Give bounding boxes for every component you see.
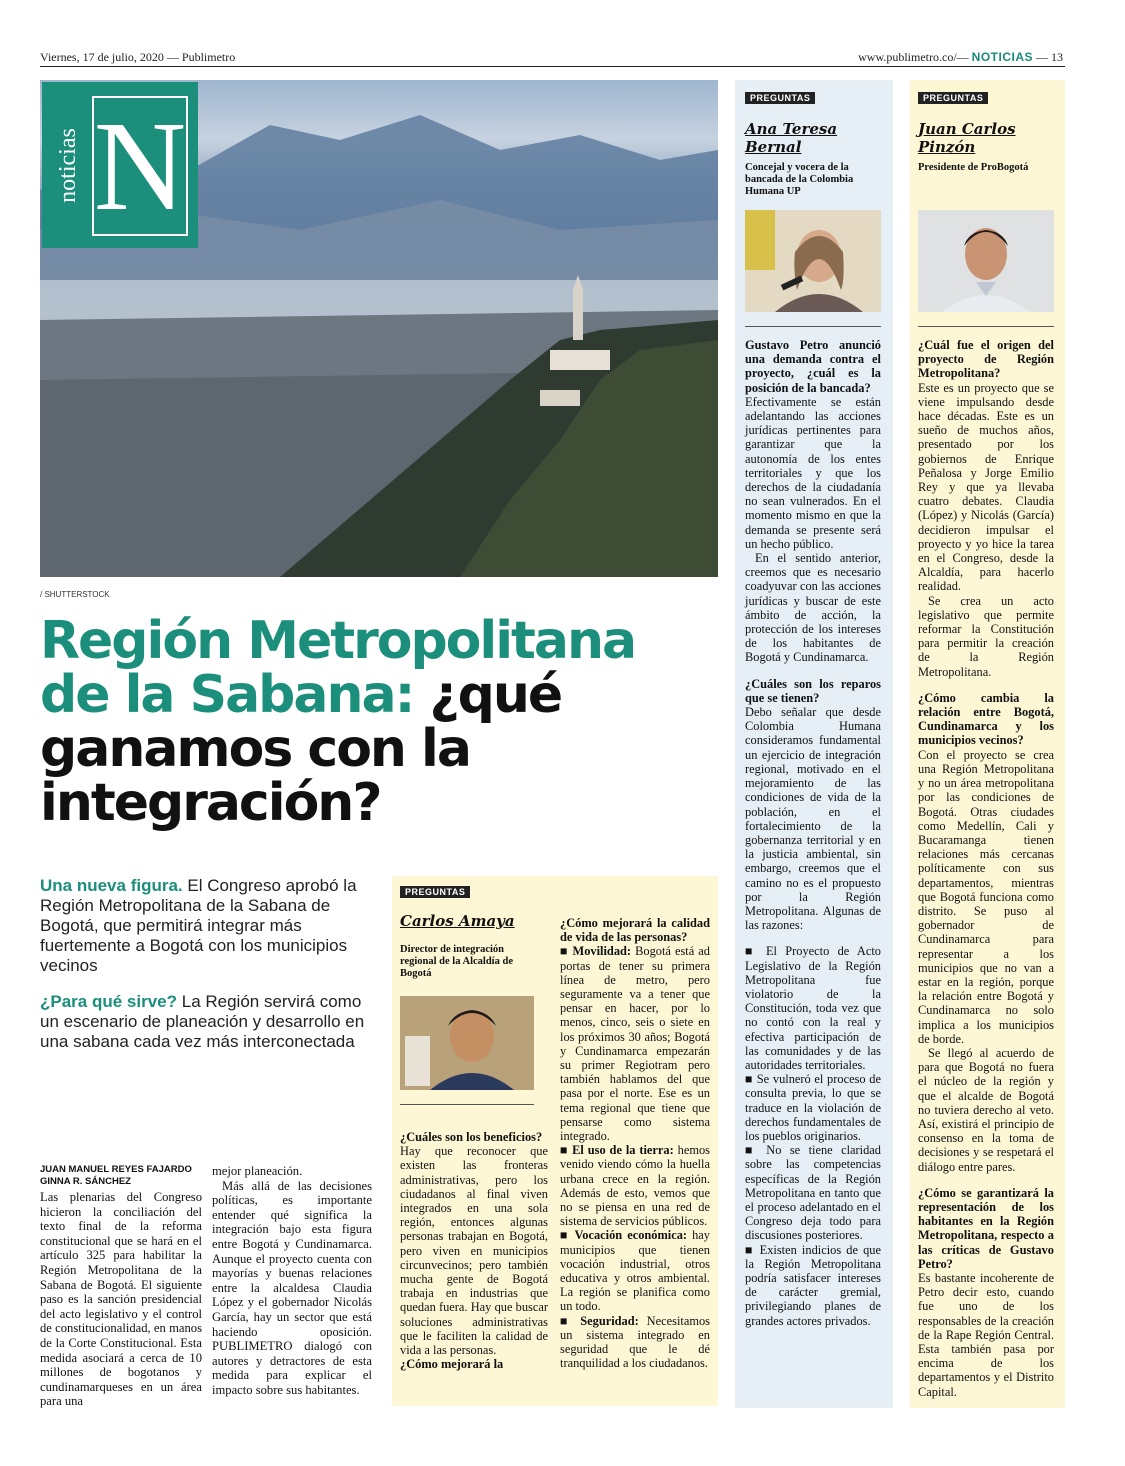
amaya-question-2: ¿Cómo mejorará la — [400, 1357, 504, 1372]
amaya-point-mobility: ■ Movilidad: Bogotá está ad portas de tener su primera línea de metro, pero seguramente va a tener que pensar en hacer, por lo menos, cinco, seis o siete en los próximos 30 años; Bogotá y Cundinamarca empezarán su primer Regiotram pero también hablamos del que pasa por el norte. Ese es un tema regional que tiene que pensarse como sistema integrado. — [560, 944, 710, 1144]
pinzon-question-2: ¿Cómo cambia la relación entre Bogotá, Cundinamarca y los municipios vecinos? — [918, 690, 1054, 748]
amaya-name: Carlos Amaya — [400, 912, 515, 930]
pinzon-name — [918, 120, 1016, 156]
headline-line-2 — [40, 665, 635, 725]
body-column-1: Las plenarias del Congreso hicieron la conciliación del texto final de la reforma constitucional que se hará en el artículo 325 para habilitar la Región Metropolitana de la Sabana de Bogotá. El siguiente paso es la sanción presidencial del acto legislativo y el control de constitucionalidad, en manos de la Corte Constitucional. Esta medida asociará a cerca de 10 millones de bogotanos y cundinamarqueses en un área para una — [40, 1190, 202, 1409]
pinzon-photo — [918, 210, 1054, 312]
pinzon-role: Presidente de ProBogotá — [918, 162, 1029, 173]
lead-paragraph-2 — [40, 992, 365, 1052]
bernal-point-1: ■ El Proyecto de Acto Legislativo de la Región Metropolitana fue violatorio de la Constitución, toda vez que no contó con la real y efectiva participación de las comunidades y de las autoridades territoriales. — [745, 944, 881, 1072]
headline-line-1: Región Metropolitana — [40, 611, 636, 671]
pinzon-answer-3: Es bastante incoherente de Petro decir esto, cuando fue uno de los responsables de la creación de la Rape Región Central. Esta también pasa por encima de los departamentos y el Distrito Capital. — [918, 1271, 1054, 1399]
byline-author-1: JUAN MANUEL REYES FAJARDO — [40, 1164, 192, 1175]
bernal-name — [745, 120, 837, 156]
amaya-point-land: ■ El uso de la tierra: hemos venido viendo cómo la huella urbana crece en la región. Además de esto, vemos que no se piensa en una red de sistema de servicios públicos. — [560, 1143, 710, 1229]
amaya-separator — [400, 1104, 534, 1105]
pinzon-text-column — [918, 338, 1054, 1399]
bernal-point-3-text: No se tiene claridad sobre las competencias específicas de la Región Metropolitana en tanto que el proceso adelantado en el Congreso deja todo para discusiones posteriores. — [745, 1143, 881, 1243]
amaya-point-land-label: El uso de la tierra: — [572, 1143, 674, 1158]
logo-letter: N — [93, 95, 187, 237]
pinzon-answer-1b: Se crea un acto legislativo que permite reformar la Constitución para permitir la creación de la Región Metropolitana. — [918, 593, 1054, 679]
pinzon-answer-2b: Se llegó al acuerdo de para que Bogotá no fuera el núcleo de la región y que el alcalde de Bogotá no tuviera derecho al veto. Así, existirá el principio de consenso en la toma de decisiones y se respetará el diálogo entre pares. — [918, 1045, 1054, 1174]
lead-paragraph-1 — [40, 876, 365, 976]
bernal-question-1: Gustavo Petro anunció una demanda contra el proyecto, ¿cuál es la posición de la bancada? — [745, 338, 881, 395]
headline-line-3: ganamos con la — [40, 719, 470, 779]
body-column-2-text: Más allá de las decisiones políticas, es importante entender qué significa la integración bajo esta figura entre Bogotá y Cundinamarca. Aunque el proyecto cuenta con mayorías y buenas relaciones entre la alcaldesa Claudia López y el gobernador Nicolás García, hay un sector que está haciendo oposición. PUBLIMETRO dialogó con autores y detractores de esta medida para explicar el impacto sobre sus habitantes. — [212, 1178, 372, 1397]
pinzon-portrait-illustration — [918, 210, 1054, 312]
section-name: NOTICIAS — [971, 50, 1033, 64]
headline-line-2-dark: ¿qué — [413, 665, 562, 725]
lead-2-text: La Región servirá como un escenario de planeación y desarrollo en una sabana cada vez más interconectada — [40, 992, 365, 1051]
amaya-point-land-text: hemos venido viendo cómo la huella urbana crece en la región. Además de esto, vemos que no se piensa en una red de sistema de servicios públicos. — [560, 1143, 710, 1229]
bernal-point-2: ■ Se vulneró el proceso de consulta previa, lo que se traduce en la violación de derechos fundamentales de los pueblos originarios. — [745, 1072, 881, 1143]
amaya-role: Director de integración regional de la Alcaldía de Bogotá — [400, 944, 513, 979]
bernal-role: Concejal y vocera de la bancada de la Colombia Humana UP — [745, 162, 854, 197]
bernal-answer-1: Efectivamente se están adelantando las acciones jurídicas pertinentes para garantizar que la autonomía de los entes territoriales y que los derechos de la ciudadanía no sean vulnerados. En el momento mismo en que la demanda se presente será un hecho público. — [745, 394, 881, 551]
bernal-point-3: ■ No se tiene claridad sobre las competencias específicas de la Región Metropolitana en tanto que el proceso adelantado en el Congreso deja todo para discusiones posteriores. — [745, 1143, 881, 1243]
amaya-column-1 — [400, 1130, 548, 1371]
headline-line-4: integración? — [40, 773, 381, 833]
pinzon-question-1: ¿Cuál fue el origen del proyecto de Región Metropolitana? — [918, 338, 1054, 381]
amaya-point-security: ■ Seguridad: Necesitamos un sistema integrado en seguridad que le dé tranquilidad a los ciudadanos. — [560, 1313, 710, 1371]
bernal-name-line-1: Ana Teresa — [745, 120, 838, 138]
page-number: — 13 — [1036, 50, 1063, 64]
headline — [40, 611, 636, 833]
bernal-answer-1b: En el sentido anterior, creemos que es necesario coadyuvar con las acciones jurídicas y buscar de este ámbito de acción, la protección de los intereses de los habitantes de Bogotá y Cundinamarca. — [745, 551, 881, 665]
amaya-column-2 — [560, 916, 710, 1371]
headline-line-2-teal: de la Sabana: — [40, 665, 414, 725]
photo-credit: / SHUTTERSTOCK — [40, 590, 110, 599]
amaya-portrait-illustration — [400, 996, 534, 1090]
bernal-name-line-2: Bernal — [745, 138, 802, 156]
logo-vertical-text: noticias — [54, 127, 81, 203]
amaya-point-economy: ■ Vocación económica: hay municipios que tienen vocación industrial, otros educativa y otros ambiental. La región se planifica como un todo. — [560, 1228, 710, 1314]
amaya-point-security-label: Seguridad: — [580, 1313, 639, 1328]
bernal-separator — [745, 326, 881, 327]
lead-1-text: El Congreso aprobó la Región Metropolitana de la Sabana de Bogotá, que permitirá integrar más fuertemente a Bogotá con los municipios vecinos — [40, 876, 357, 975]
pinzon-tag: PREGUNTAS — [918, 92, 988, 104]
pinzon-name-line-2: Pinzón — [918, 138, 976, 156]
bernal-portrait-illustration — [745, 210, 881, 312]
amaya-point-economy-label: Vocación económica: — [574, 1228, 688, 1243]
bernal-text-column — [745, 338, 881, 1328]
site-url[interactable]: www.publimetro.co/— — [858, 50, 969, 64]
body-column-2 — [212, 1164, 372, 1398]
bernal-tag: PREGUNTAS — [745, 92, 815, 104]
amaya-point-economy-text: hay municipios que tienen vocación industrial, otros educativa y otros ambiental. La región se planifica como un todo. — [560, 1228, 710, 1314]
bernal-point-4: ■ Existen indicios de que la Región Metropolitana podría satisfacer intereses de carácter gremial, privilegiando planes de grandes actores privados. — [745, 1242, 881, 1328]
amaya-question-2-full: ¿Cómo mejorará la calidad de vida de las personas? — [560, 916, 710, 945]
bernal-photo — [745, 210, 881, 312]
amaya-photo — [400, 996, 534, 1090]
amaya-tag: PREGUNTAS — [400, 886, 470, 898]
noticias-section-logo — [42, 82, 198, 248]
pinzon-separator — [918, 326, 1054, 327]
byline-author-2: GINNA R. SÁNCHEZ — [40, 1176, 131, 1187]
body-column-2-start: mejor planeación. — [212, 1164, 303, 1178]
bernal-point-1-text: El Proyecto de Acto Legislativo de la Región Metropolitana fue violatorio de la Constitución, toda vez que no contó con la real y efectiva participación de las comunidades y de las autoridades territoriales. — [745, 944, 881, 1072]
amaya-answer-1: Hay que reconocer que existen las fronteras administrativas, pero los ciudadanos al final viven integrados en una sola región, entonces algunas personas trabajan en Bogotá, pero viven en municipios circunvecinos; pero también mucha gente de Bogotá trabaja en industrias que quedan fuera. Hay que buscar soluciones administrativas que le faciliten la calidad de vida a las personas. — [400, 1144, 548, 1358]
bernal-point-2-text: Se vulneró el proceso de consulta previa, lo que se traduce en la violación de derechos fundamentales de los pueblos originarios. — [745, 1072, 881, 1143]
lead-1-kicker: Una nueva figura. — [40, 876, 183, 895]
bernal-point-4-text: Existen indicios de que la Región Metropolitana podría satisfacer intereses de carácter gremial, privilegiando planes de grandes actores privados. — [745, 1242, 881, 1328]
pinzon-answer-2: Con el proyecto se crea una Región Metropolitana y no un área metropolitana por las condiciones de Bogotá. Otras ciudades como Medellín, Cali y Bucaramanga tienen relaciones más cercanas políticamente con sus departamentos, mientras que Bogotá funciona como distrito. Se puso al gobernador de Cundinamarca para representar a los municipios que no van a estar en la región, porque la relación entre Bogotá y Cundinamarca no solo implica a los municipios de borde. — [918, 747, 1054, 1046]
pinzon-question-3: ¿Cómo se garantizará la representación de los habitantes en la Región Metropolitana, respecto a las críticas de Gustavo Petro? — [918, 1185, 1054, 1271]
bernal-answer-2: Debo señalar que desde Colombia Humana consideramos fundamental un ejercicio de integración regional, motivado en el mejoramiento de las condiciones de vida de la población, en el fortalecimiento de la gobernanza territorial y en la justicia ambiental, sin embargo, creemos que el camino no es el propuesto por la Región Metropolitana. Algunas de las razones: — [745, 705, 881, 933]
byline — [40, 1164, 210, 1188]
amaya-question-1: ¿Cuáles son los beneficios? — [400, 1130, 543, 1144]
amaya-point-mobility-label: Movilidad: — [572, 944, 632, 959]
header-rule — [40, 66, 1065, 67]
lead-2-kicker: ¿Para qué sirve? — [40, 992, 178, 1011]
page-section-header — [858, 50, 1063, 65]
page-date-header: Viernes, 17 de julio, 2020 — Publimetro — [40, 50, 236, 64]
amaya-point-mobility-text: Bogotá está ad portas de tener su primera línea de metro, pero seguramente va a tener que pensar en hacer, por lo menos, cinco, seis o siete en los próximos 30 años; Bogotá y Cundinamarca empezarán su primer Regiotram pero también hablamos del que pasa por el norte. Ese es un tema regional que tiene que pensarse como sistema integrado. — [560, 944, 710, 1144]
pinzon-answer-1: Este es un proyecto que se viene impulsando desde hace décadas. Este es un sueño de muchos años, presentado por los gobiernos de Enrique Peñalosa y Jorge Emilio Rey y que ya llevaba cuatro debates. Claudia (López) y Nicolás (García) decidieron impulsar el proyecto y yo hice la tarea en el Congreso, desde la Alcaldía, para hacerlo realidad. — [918, 380, 1054, 594]
pinzon-name-line-1: Juan Carlos — [918, 120, 1016, 138]
amaya-point-security-text: Necesitamos un sistema integrado en seguridad que le dé tranquilidad a los ciudadanos. — [560, 1313, 710, 1371]
bernal-question-2: ¿Cuáles son los reparos que se tienen? — [745, 676, 881, 705]
